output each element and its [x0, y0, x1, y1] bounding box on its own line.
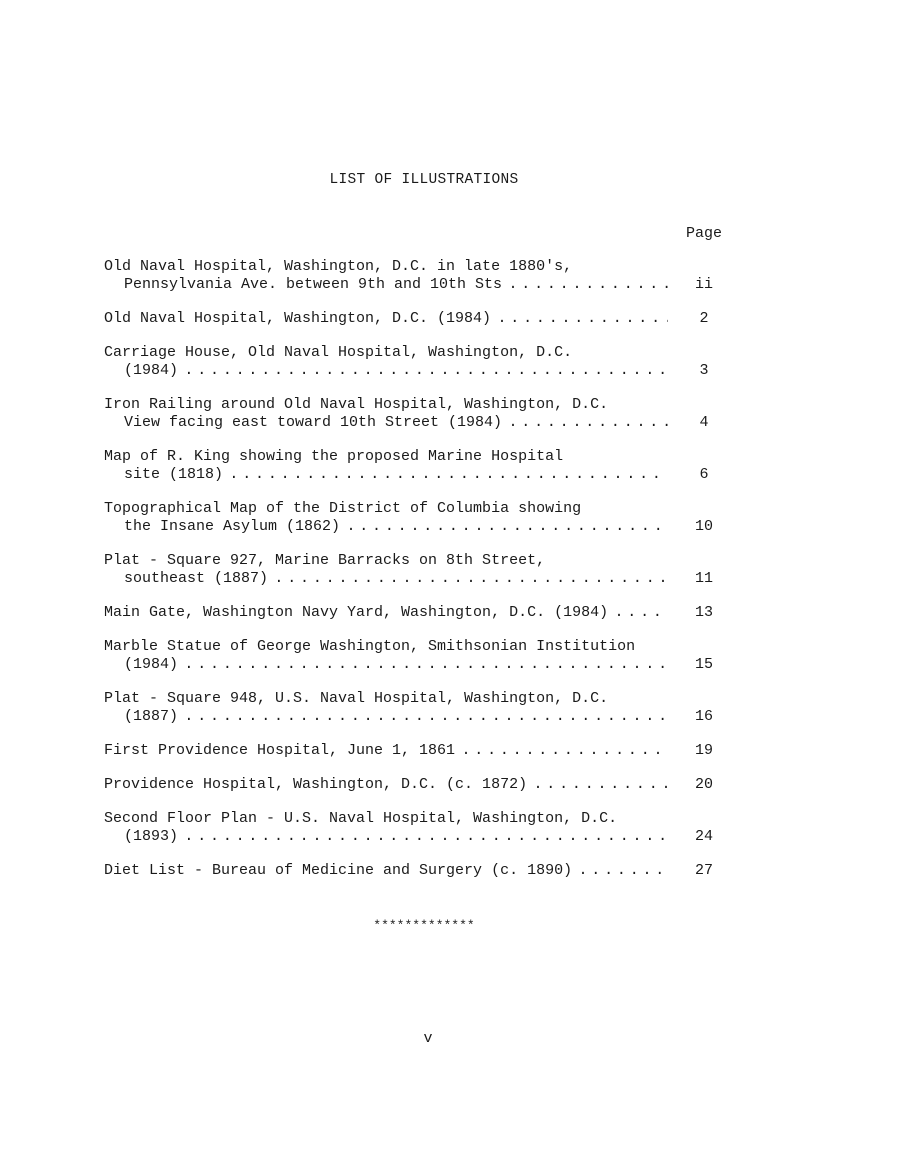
entry-page-number: 20	[694, 776, 713, 793]
entry-caption-line: (1984) . . .	[104, 656, 668, 674]
list-item	[104, 552, 724, 588]
entry-caption-line: First Providence Hospital, June 1, 1861 . . .	[104, 742, 668, 760]
entry-caption-line: Iron Railing around Old Naval Hospital, Washington, D.C.	[104, 396, 609, 413]
entry-caption-line: Diet List - Bureau of Medicine and Surgery (c. 1890) . . .	[104, 862, 668, 880]
entry-caption-line: Second Floor Plan - U.S. Naval Hospital, Washington, D.C.	[104, 810, 618, 827]
entry-page-number: ii	[694, 276, 713, 293]
entry-page-number: 16	[694, 708, 713, 725]
entry-page-number: 3	[699, 362, 709, 379]
entry-caption-line: (1887) . . .	[104, 708, 668, 726]
illustrations-list	[104, 258, 724, 896]
list-item	[104, 810, 724, 846]
entry-page-number: 2	[699, 310, 709, 327]
entry-caption-line: View facing east toward 10th Street (1984) . . .	[104, 414, 668, 432]
entry-page-number: 19	[694, 742, 713, 759]
entry-caption-line: southeast (1887) . . .	[104, 570, 668, 588]
entry-caption-line: Old Naval Hospital, Washington, D.C. (1984) . . .	[104, 310, 668, 328]
page-column-header: Page	[686, 225, 723, 242]
entry-page-number: 13	[694, 604, 713, 621]
list-item	[104, 638, 724, 674]
entry-page-number: 4	[699, 414, 709, 431]
entry-caption-line: (1893) . . .	[104, 828, 668, 846]
entry-caption-line: Map of R. King showing the proposed Marine Hospital	[104, 448, 564, 465]
entry-caption-line: Plat - Square 927, Marine Barracks on 8th Street,	[104, 552, 546, 569]
list-item	[104, 742, 724, 760]
entry-caption-line: Topographical Map of the District of Columbia showing	[104, 500, 582, 517]
entry-caption-line: site (1818) . . .	[104, 466, 668, 484]
list-item	[104, 776, 724, 794]
entry-caption-line: Old Naval Hospital, Washington, D.C. in late 1880's,	[104, 258, 573, 275]
list-item	[104, 396, 724, 432]
entry-page-number: 24	[694, 828, 713, 845]
list-item	[104, 448, 724, 484]
entry-page-number: 15	[694, 656, 713, 673]
entry-caption-line: Carriage House, Old Naval Hospital, Washington, D.C.	[104, 344, 573, 361]
page-title: LIST OF ILLUSTRATIONS	[329, 172, 519, 188]
list-item	[104, 862, 724, 880]
list-item	[104, 310, 724, 328]
entry-caption-line: the Insane Asylum (1862) . . .	[104, 518, 668, 536]
list-item	[104, 258, 724, 294]
entry-page-number: 6	[699, 466, 709, 483]
entry-caption-line: Marble Statue of George Washington, Smithsonian Institution	[104, 638, 636, 655]
list-item	[104, 690, 724, 726]
entry-caption-line: Plat - Square 948, U.S. Naval Hospital, Washington, D.C.	[104, 690, 609, 707]
entry-page-number: 11	[694, 570, 713, 587]
list-item	[104, 344, 724, 380]
list-item	[104, 604, 724, 622]
entry-caption-line: Providence Hospital, Washington, D.C. (c. 1872) . . .	[104, 776, 668, 794]
page-number: v	[423, 1030, 433, 1047]
entry-caption-line: (1984) . . .	[104, 362, 668, 380]
entry-caption-line: Pennsylvania Ave. between 9th and 10th Sts . . .	[104, 276, 668, 294]
entry-caption-line: Main Gate, Washington Navy Yard, Washington, D.C. (1984) . . .	[104, 604, 668, 622]
separator: *************	[373, 918, 475, 933]
entry-page-number: 27	[694, 862, 713, 879]
list-item	[104, 500, 724, 536]
entry-page-number: 10	[694, 518, 713, 535]
